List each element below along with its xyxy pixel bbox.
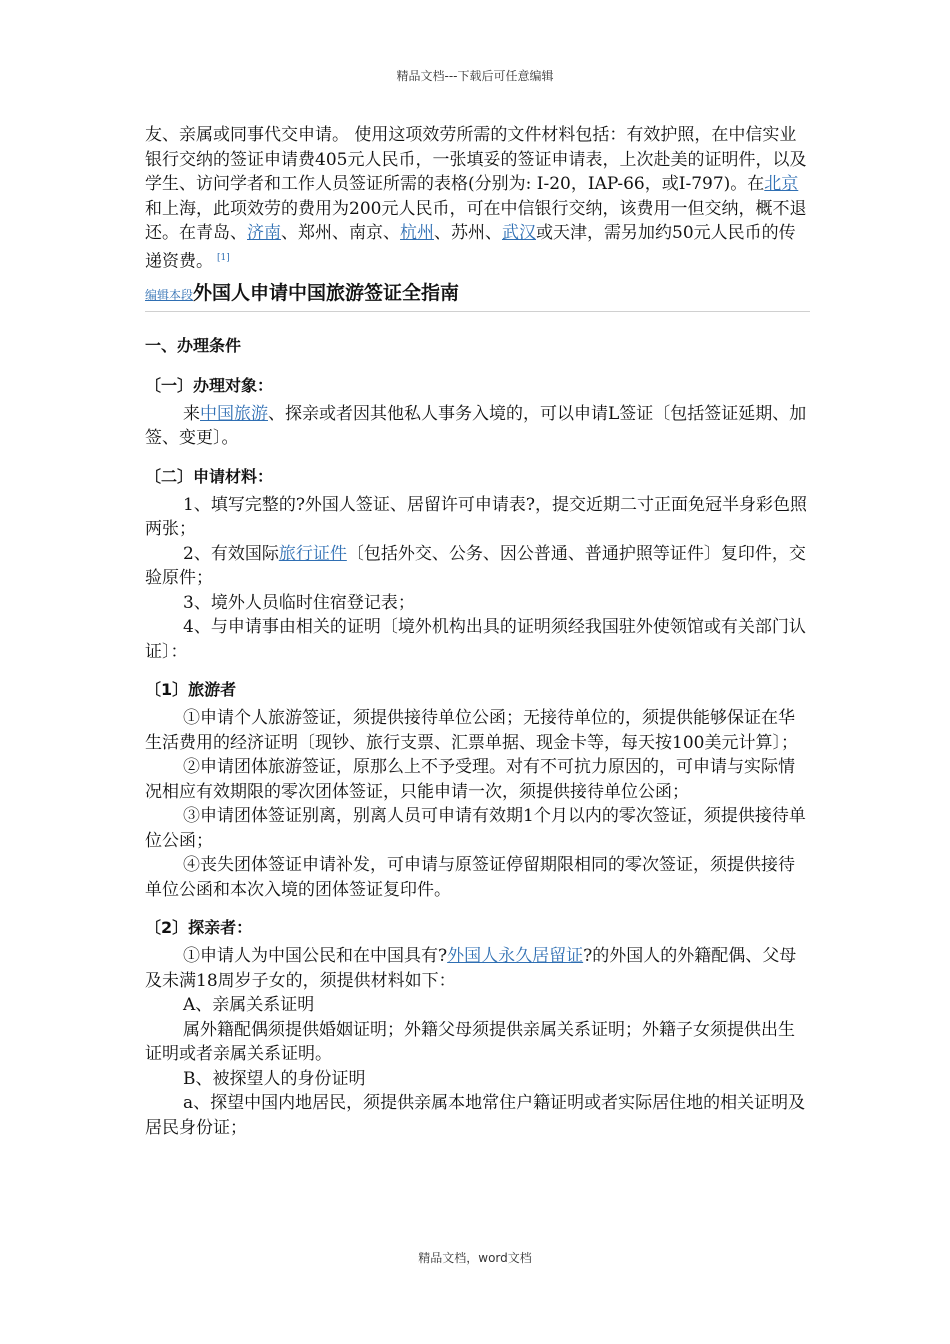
link-china-tourism[interactable]: 中国旅游 [200,403,268,424]
link-beijing[interactable]: 北京 [764,174,799,194]
visitor-item-1-text-1: ①申请人为中国公民和在中国具有? [183,946,448,967]
link-jinan[interactable]: 济南 [247,223,281,243]
heading-conditions: 一、办理条件 [145,335,242,355]
section-title: 外国人申请中国旅游签证全指南 [193,281,460,304]
materials-item-4: 4、与申请事由相关的证明〔境外机构出具的证明须经我国驻外使领馆或有关部门认证〕： [145,617,806,662]
tourist-item-2: ②申请团体旅游签证，原那么上不予受理。对有不可抗力原因的，可申请与实际情况相应有效期限的零次团体签证，只能申请一次，须提供接待单位公函； [145,757,795,802]
applicants-paragraph [145,402,810,451]
materials-item-3: 3、境外人员临时住宿登记表； [183,592,415,613]
applicants-text-1: 来 [183,403,200,424]
materials-item-2-text-1: 2、有效国际 [183,543,279,564]
intro-text-5: 或天津，需另加约50元人民币的传递资费。 [145,223,796,272]
link-travel-documents[interactable]: 旅行证件 [278,543,347,564]
tourist-item-4: ④丧失团体签证申请补发，可申请与原签证停留期限相同的零次签证，须提供接待单位公函和本次入境的团体签证复印件。 [145,855,795,900]
edit-section-link[interactable]: 编辑本段 [145,287,194,302]
tourist-item-1: ①申请个人旅游签证，须提供接待单位公函；无接待单位的，须提供能够保证在华生活费用的经济证明〔现钞、旅行支票、汇票单据、现金卡等，每天按100美元计算〕； [145,708,798,753]
applicants-text-2: 、探亲或者因其他私人事务入境的，可以申请L签证〔包括签证延期、加签、变更〕。 [145,403,807,449]
materials-item-2-text-2: 〔包括外交、公务、因公普通、普通护照等证件〕复印件，交验原件； [145,543,806,589]
intro-text-4: 、苏州、 [434,223,502,243]
visitor-item-b-a: a、探望中国内地居民，须提供亲属本地常住户籍证明或者实际居住地的相关证明及居民身份证； [145,1093,806,1138]
document-body [145,123,810,1140]
materials-item-1: 1、填写完整的?外国人签证、居留许可申请表?，提交近期二寸正面免冠半身彩色照两张； [145,494,808,540]
link-wuhan[interactable]: 武汉 [502,223,536,243]
visitor-item-1 [145,944,810,993]
link-hangzhou[interactable]: 杭州 [400,223,434,243]
reference-marker[interactable]: [1] [217,252,230,263]
page-footer: 精品文档，word文档 [418,1251,532,1265]
heading-family-visitors: 〔2〕探亲者： [145,918,253,938]
visitor-item-a-title: A、亲属关系证明 [183,995,315,1016]
visitor-item-b-title: B、被探望人的身份证明 [183,1068,366,1089]
tourist-item-3: ③申请团体签证别离，别离人员可申请有效期1个月以内的零次签证，须提供接待单位公函； [145,806,806,851]
intro-text-1: 友、亲属或同事代交申请。 使用这项效劳所需的文件材料包括：有效护照，在中信实业银行交纳的签证申请费405元人民币，一张填妥的签证申请表，上次赴美的证明件，以及学生、访问学者和工作人员签证所需的表格(分别为: I-20，IAP-66，或I-797)。在 [145,125,807,194]
intro-paragraph [145,123,810,274]
materials-item-2 [145,542,810,591]
heading-applicants: 〔一〕办理对象： [145,375,274,395]
visitor-item-a-text: 属外籍配偶须提供婚姻证明；外籍父母须提供亲属关系证明；外籍子女须提供出生证明或者亲属关系证明。 [145,1019,795,1065]
section-title-row [145,278,810,312]
heading-materials: 〔二〕申请材料： [145,466,274,486]
intro-text-2: 和上海，此项效劳的费用为200元人民币，可在中信银行交纳，该费用一但交纳，概不退还。在青岛、 [145,198,807,243]
page-header: 精品文档---下载后可任意编辑 [396,69,554,83]
intro-text-3: 、郑州、南京、 [281,223,400,243]
heading-tourists: 〔1〕旅游者 [145,680,237,700]
link-permanent-residence[interactable]: 外国人永久居留证 [447,946,584,967]
visitor-item-1-text-2: ?的外国人的外籍配偶、父母及未满18周岁子女的，须提供材料如下： [145,946,797,991]
